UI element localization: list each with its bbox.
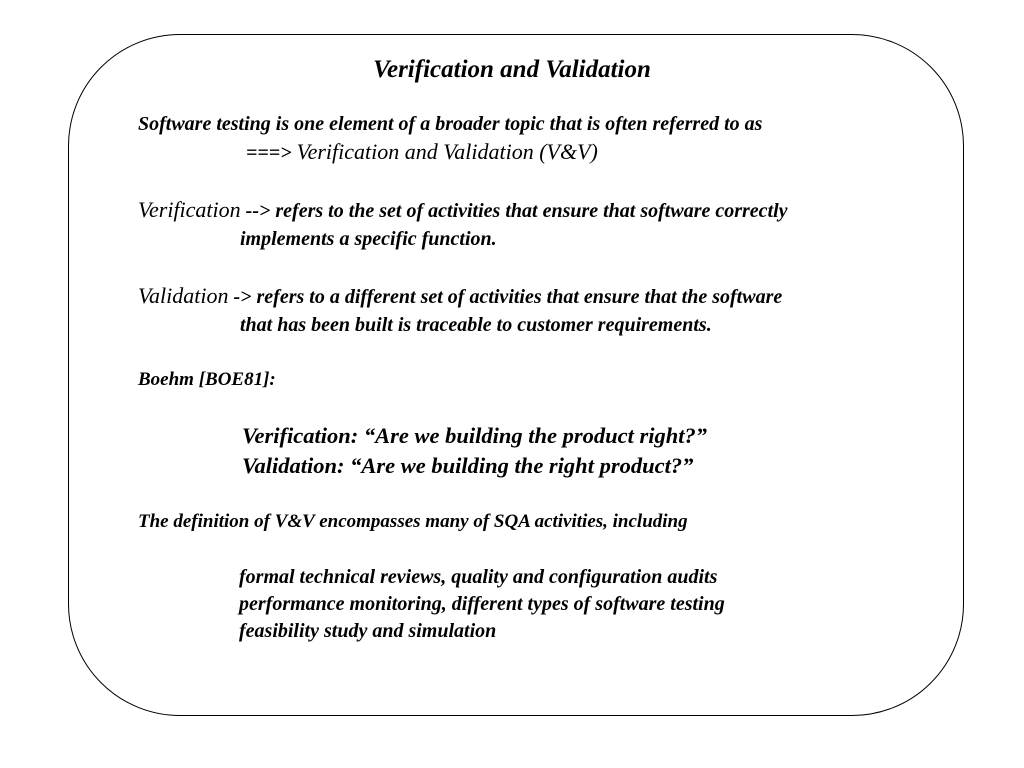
boehm-label: Boehm [BOE81]: bbox=[138, 369, 276, 390]
validation-line2: that has been built is traceable to customer requirements. bbox=[240, 314, 712, 336]
definition-line: The definition of V&V encompasses many of SQA activities, including bbox=[138, 511, 688, 532]
validation-definition bbox=[138, 285, 782, 307]
validation-arrow: -> bbox=[228, 286, 257, 308]
verification-line2: implements a specific function. bbox=[240, 228, 497, 250]
intro-arrow: ===> bbox=[246, 142, 297, 164]
sqa-activity-item: formal technical reviews, quality and configuration audits bbox=[239, 566, 718, 588]
verification-definition bbox=[138, 199, 788, 221]
intro-vv-line bbox=[246, 141, 598, 163]
verification-arrow: --> bbox=[240, 200, 276, 222]
verification-line1: refers to the set of activities that ensure that software correctly bbox=[275, 200, 788, 222]
boehm-quote-verification: Verification: “Are we building the product right?” bbox=[242, 423, 708, 448]
validation-line1: refers to a different set of activities that ensure that the software bbox=[256, 286, 783, 308]
sqa-activity-item: performance monitoring, different types of software testing bbox=[239, 593, 725, 615]
validation-term: Validation bbox=[138, 283, 229, 308]
sqa-activity-item: feasibility study and simulation bbox=[239, 620, 497, 642]
slide-title: Verification and Validation bbox=[373, 56, 651, 83]
intro-line: Software testing is one element of a broader topic that is often referred to as bbox=[138, 113, 763, 135]
verification-term: Verification bbox=[138, 197, 241, 222]
intro-vv-term: Verification and Validation (V&V) bbox=[296, 139, 598, 164]
boehm-quote-validation: Validation: “Are we building the right product?” bbox=[242, 453, 694, 478]
